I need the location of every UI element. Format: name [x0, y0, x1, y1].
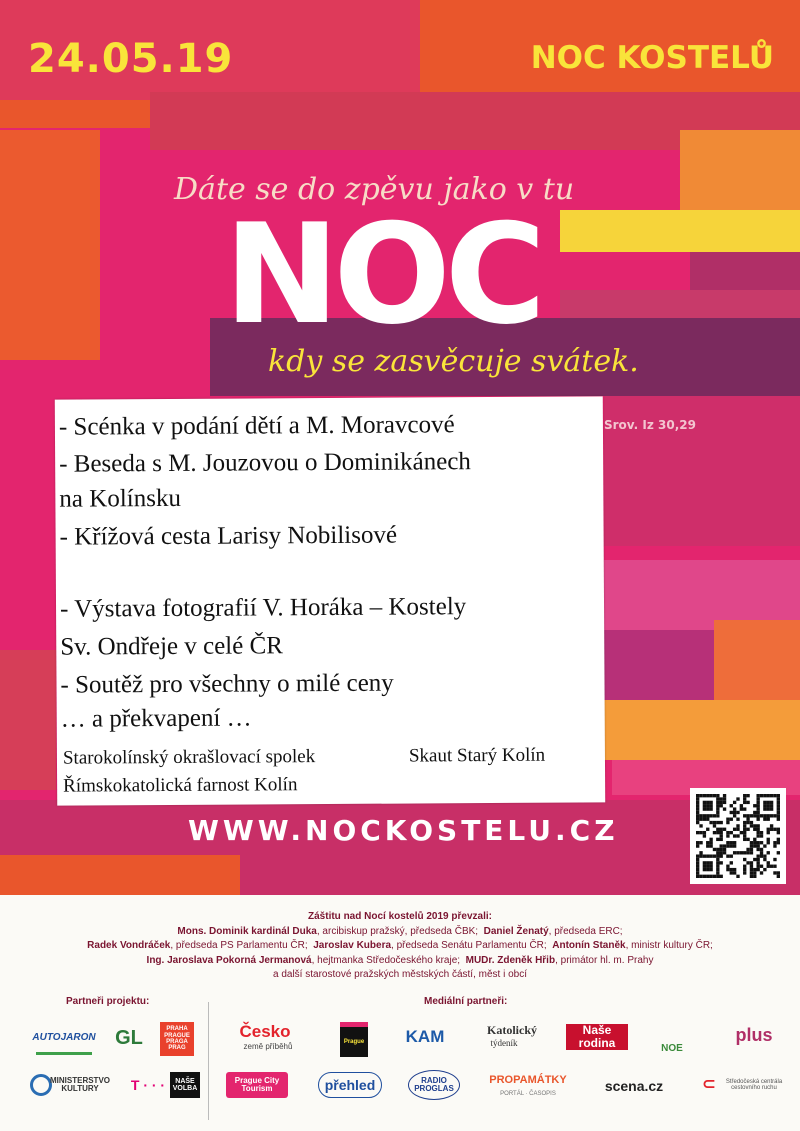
patron-name: Daniel Ženatý — [483, 925, 549, 937]
color-block — [0, 130, 100, 360]
program-item: na Kolínsku — [59, 484, 181, 513]
program-item: - Beseda s M. Jouzovou o Dominikánech — [59, 448, 471, 478]
patron-role: , předseda Senátu Parlamentu ČR; — [391, 940, 547, 951]
patron-name: Antonín Staněk — [552, 940, 626, 951]
organizer: Starokolínský okrašlovací spolek — [62, 746, 316, 769]
propamatky-sub: PORTÁL · ČASOPIS — [500, 1090, 556, 1097]
autojaron-logo: AUTOJARON — [36, 1024, 92, 1055]
patron-name: Jaroslav Kubera — [313, 940, 392, 951]
cesko-logo: Česko — [239, 1022, 291, 1042]
media-partners-label: Mediální partneři: — [424, 996, 508, 1007]
scena-logo: scena.cz — [604, 1077, 664, 1094]
praha-logo: PRAHA PRAGUE PRAGA PRAG — [160, 1022, 194, 1056]
color-block — [560, 210, 800, 252]
patronage-block — [0, 910, 800, 983]
plus-logo: plus — [735, 1024, 773, 1045]
patron-name: Radek Vondráček — [87, 940, 171, 951]
ministerstvo-icon — [30, 1074, 52, 1096]
nase-volba-logo: NAŠE VOLBA — [170, 1072, 200, 1098]
patron-role: , hejtmanka Středočeského kraje; — [311, 954, 461, 966]
qr-code[interactable] — [690, 788, 786, 884]
stredoceska-centrala-logo: Středočeská centrála cestovního ruchu — [725, 1078, 783, 1091]
patron-name: Mons. Dominik kardinál Duka — [177, 925, 317, 937]
patron-role: , ministr kultury ČR; — [625, 940, 713, 951]
color-block — [604, 700, 800, 760]
headline-line-1: Dáte se do zpěvu jako v tu — [174, 172, 575, 207]
website-link[interactable]: WWW.NOCKOSTELU.CZ — [188, 814, 619, 847]
project-partners-label: Partneři projektu: — [66, 996, 150, 1007]
patronage-heading: Záštitu nad Nocí kostelů 2019 převzali: — [308, 911, 492, 922]
headline-line-2: kdy se zasvěcuje svátek. — [268, 344, 639, 379]
color-block — [0, 855, 240, 895]
prague-city-tourism-logo: Prague City Tourism — [226, 1072, 288, 1098]
partners-divider — [208, 1002, 209, 1120]
patronage-tail: a další starostové pražských městských částí, měst i obcí — [273, 969, 527, 980]
kam-logo: KAM — [405, 1027, 445, 1047]
program-item: … a překvapení … — [60, 704, 252, 733]
katolicky-tydenik-sub: týdeník — [490, 1038, 518, 1049]
program-item: - Scénka v podání dětí a M. Moravcové — [58, 411, 455, 441]
event-date: 24.05.19 — [28, 36, 234, 82]
program-item: Sv. Ondřeje v celé ČR — [60, 632, 283, 661]
patron-role: , arcibiskup pražský, předseda ČBK; — [316, 925, 479, 937]
patron-name: MUDr. Zdeněk Hřib — [465, 954, 556, 966]
event-title: NOC KOSTELŮ — [530, 40, 774, 76]
color-block — [560, 290, 800, 318]
noe-logo: NOE — [661, 1042, 683, 1054]
prague-icon-logo: Prague — [340, 1022, 368, 1057]
bible-reference: Srov. Iz 30,29 — [604, 418, 696, 432]
katolicky-tydenik-logo: Katolický — [487, 1022, 537, 1037]
cesko-tagline: země příběhů — [243, 1041, 293, 1051]
patron-role: , primátor hl. m. Prahy — [555, 954, 654, 966]
color-block — [0, 650, 56, 790]
color-block — [604, 630, 714, 700]
program-sheet — [55, 396, 605, 805]
telekom-logo: T · · · — [130, 1076, 166, 1093]
organizer: Skaut Starý Kolín — [408, 744, 546, 767]
headline-noc: NOC — [224, 194, 541, 355]
program-item: - Výstava fotografií V. Horáka – Kostely — [59, 593, 467, 623]
color-block — [714, 620, 800, 710]
centrala-icon: ⊂ — [702, 1075, 716, 1093]
nase-rodina-logo: Naše rodina — [566, 1024, 628, 1050]
propamatky-logo: PROPAMÁTKY — [489, 1074, 567, 1087]
patron-role: , předseda PS Parlamentu ČR; — [170, 940, 308, 951]
radio-proglas-logo: RADIO PROGLAS — [408, 1070, 460, 1100]
program-item: - Křížová cesta Larisy Nobilisové — [59, 521, 398, 551]
patron-name: Ing. Jaroslava Pokorná Jermanová — [146, 954, 312, 966]
patron-role: , předseda ERC; — [548, 925, 623, 937]
organizer: Římskokatolická farnost Kolín — [63, 774, 298, 797]
program-item: - Soutěž pro všechny o milé ceny — [60, 669, 394, 699]
prehled-logo: přehled — [318, 1072, 382, 1098]
ministerstvo-kultury-logo: MINISTERSTVO KULTURY — [50, 1075, 111, 1093]
gl-logo: GL — [115, 1026, 143, 1049]
